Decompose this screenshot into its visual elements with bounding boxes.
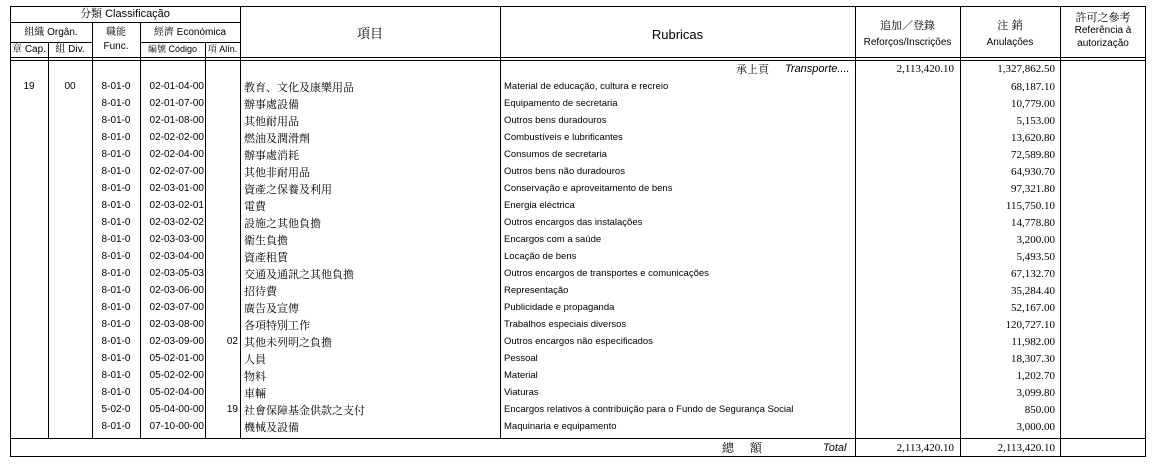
cell-codigo: 05-02-04-00 bbox=[149, 387, 204, 398]
cell-rubrica: Maquinaria e equipamento bbox=[504, 421, 617, 432]
cell-anulacoes: 72,589.80 bbox=[1011, 149, 1055, 161]
cell-rubrica: Outros bens não duradouros bbox=[504, 166, 625, 177]
cell-anulacoes: 64,930.70 bbox=[1011, 166, 1055, 178]
rule-header-double bbox=[10, 60, 1146, 61]
cell-alin: 02 bbox=[226, 336, 238, 347]
cell-rubrica: Material bbox=[504, 370, 538, 381]
header-anulacoes-zh: 注 銷 bbox=[997, 19, 1023, 32]
cell-codigo: 02-03-04-00 bbox=[149, 251, 204, 262]
cell-anulacoes: 5,493.50 bbox=[1016, 251, 1055, 263]
cell-codigo: 02-02-07-00 bbox=[149, 166, 204, 177]
cell-anulacoes: 68,187.10 bbox=[1011, 81, 1055, 93]
rule-economica bbox=[140, 42, 240, 43]
col-classif-items bbox=[240, 6, 241, 439]
border-right bbox=[1145, 6, 1146, 457]
cell-rubrica: Outros encargos não especificados bbox=[504, 336, 653, 347]
cell-func: 8-01-0 bbox=[101, 132, 131, 143]
cell-func: 8-01-0 bbox=[101, 115, 131, 126]
cell-func: 8-01-0 bbox=[101, 319, 131, 330]
cell-codigo: 02-01-04-00 bbox=[149, 81, 204, 92]
cell-func: 8-01-0 bbox=[101, 285, 131, 296]
cell-anulacoes: 97,321.80 bbox=[1011, 183, 1055, 195]
cell-codigo: 02-03-02-01 bbox=[149, 200, 204, 211]
cell-codigo: 02-03-02-02 bbox=[149, 217, 204, 228]
cell-func: 8-01-0 bbox=[101, 81, 131, 92]
transport-label: Transporte.... bbox=[785, 63, 850, 75]
col-cap-div bbox=[48, 42, 49, 439]
cell-anulacoes: 14,778.80 bbox=[1011, 217, 1055, 229]
rule-total-top bbox=[10, 438, 1146, 439]
cell-div: 00 bbox=[64, 81, 76, 92]
header-codigo: 編號 Código bbox=[147, 44, 198, 54]
cell-anulacoes: 5,153.00 bbox=[1016, 115, 1055, 127]
cell-item: 資產租賃 bbox=[244, 251, 288, 264]
cell-func: 8-01-0 bbox=[101, 98, 131, 109]
cell-item: 辦事處設備 bbox=[244, 98, 299, 111]
cell-rubrica: Trabalhos especiais diversos bbox=[504, 319, 627, 330]
cell-func: 8-01-0 bbox=[101, 387, 131, 398]
rule-header-bottom bbox=[10, 57, 1146, 58]
cell-rubrica: Consumos de secretaria bbox=[504, 149, 607, 160]
cell-codigo: 05-02-02-00 bbox=[149, 370, 204, 381]
cell-rubrica: Outros encargos de transportes e comunicações bbox=[504, 268, 709, 279]
cell-func: 8-01-0 bbox=[101, 149, 131, 160]
cell-item: 教育、文化及康樂用品 bbox=[244, 81, 354, 94]
cell-anulacoes: 850.00 bbox=[1024, 404, 1055, 416]
border-bottom bbox=[10, 456, 1146, 457]
cell-codigo: 02-03-08-00 bbox=[149, 319, 204, 330]
total-label-zh: 總 額 bbox=[722, 441, 768, 455]
cell-alin: 19 bbox=[226, 404, 238, 415]
cell-func: 8-01-0 bbox=[101, 234, 131, 245]
cell-func: 5-02-0 bbox=[101, 404, 131, 415]
cell-codigo: 02-03-03-00 bbox=[149, 234, 204, 245]
header-rubricas: Rubricas bbox=[651, 27, 704, 42]
header-ref-pt1: Referência à bbox=[1074, 25, 1132, 36]
cell-rubrica: Encargos relativos à contribuição para o Fundo de Segurança Social bbox=[504, 404, 794, 415]
cell-codigo: 02-03-01-00 bbox=[149, 183, 204, 194]
cell-func: 8-01-0 bbox=[101, 370, 131, 381]
cell-func: 8-01-0 bbox=[101, 353, 131, 364]
cell-func: 8-01-0 bbox=[101, 166, 131, 177]
transport-reforcos: 2,113,420.10 bbox=[896, 63, 954, 75]
transport-label-zh: 承上頁 bbox=[736, 63, 769, 76]
header-organica: 組織 Orgân. bbox=[24, 27, 78, 38]
col-rubricas-reforcos bbox=[855, 6, 856, 457]
header-func-zh: 職能 bbox=[106, 27, 126, 38]
cell-func: 8-01-0 bbox=[101, 251, 131, 262]
cell-item: 機械及設備 bbox=[244, 421, 299, 434]
col-anulacoes-ref bbox=[1060, 6, 1061, 457]
cell-item: 資產之保養及利用 bbox=[244, 183, 332, 196]
cell-anulacoes: 35,284.40 bbox=[1011, 285, 1055, 297]
total-reforcos: 2,113,420.10 bbox=[896, 442, 954, 454]
header-func: Func. bbox=[103, 41, 129, 52]
cell-rubrica: Publicidade e propaganda bbox=[504, 302, 615, 313]
cell-item: 廣告及宣傳 bbox=[244, 302, 299, 315]
cell-anulacoes: 3,200.00 bbox=[1016, 234, 1055, 246]
header-economica: 經濟 Económica bbox=[153, 27, 227, 38]
cell-func: 8-01-0 bbox=[101, 336, 131, 347]
cell-item: 社會保障基金供款之支付 bbox=[244, 404, 365, 417]
header-div: 組 Div. bbox=[55, 44, 85, 55]
cell-anulacoes: 3,000.00 bbox=[1016, 421, 1055, 433]
col-items-rubricas bbox=[500, 6, 501, 439]
cell-rubrica: Conservação e aproveitamento de bens bbox=[504, 183, 673, 194]
cell-rubrica: Locação de bens bbox=[504, 251, 577, 262]
cell-item: 人員 bbox=[244, 353, 266, 366]
cell-item: 電費 bbox=[244, 200, 266, 213]
cell-rubrica: Outros bens duradouros bbox=[504, 115, 607, 126]
cell-codigo: 02-03-07-00 bbox=[149, 302, 204, 313]
col-reforcos-anulacoes bbox=[960, 6, 961, 457]
cell-rubrica: Encargos com a saúde bbox=[504, 234, 602, 245]
cell-codigo: 02-03-06-00 bbox=[149, 285, 204, 296]
cell-anulacoes: 115,750.10 bbox=[1005, 200, 1055, 212]
header-items: 項目 bbox=[356, 27, 383, 42]
header-alin: 項 Alín. bbox=[207, 44, 238, 54]
cell-anulacoes: 52,167.00 bbox=[1011, 302, 1055, 314]
cell-item: 其他未列明之負擔 bbox=[244, 336, 332, 349]
header-anulacoes: Anulações bbox=[986, 37, 1034, 48]
cell-codigo: 02-01-08-00 bbox=[149, 115, 204, 126]
cell-anulacoes: 67,132.70 bbox=[1011, 268, 1055, 280]
cell-item: 車輛 bbox=[244, 387, 266, 400]
cell-item: 物料 bbox=[244, 370, 266, 383]
header-reforcos: Reforços/Inscrições bbox=[863, 37, 952, 48]
cell-item: 燃油及潤滑劑 bbox=[244, 132, 310, 145]
cell-codigo: 05-04-00-00 bbox=[149, 404, 204, 415]
cell-codigo: 05-02-01-00 bbox=[149, 353, 204, 364]
col-codigo-alin bbox=[205, 42, 206, 439]
cell-codigo: 02-03-05-03 bbox=[149, 268, 204, 279]
cell-rubrica: Material de educação, cultura e recreio bbox=[504, 81, 669, 92]
cell-func: 8-01-0 bbox=[101, 421, 131, 432]
cell-anulacoes: 18,307.30 bbox=[1011, 353, 1055, 365]
cell-rubrica: Combustíveis e lubrificantes bbox=[504, 132, 623, 143]
cell-rubrica: Energia eléctrica bbox=[504, 200, 575, 211]
cell-func: 8-01-0 bbox=[101, 217, 131, 228]
cell-rubrica: Representação bbox=[504, 285, 569, 296]
rule-organica bbox=[10, 42, 92, 43]
cell-rubrica: Viaturas bbox=[504, 387, 539, 398]
cell-func: 8-01-0 bbox=[101, 268, 131, 279]
header-classificacao: 分類 Classificação bbox=[80, 8, 170, 20]
cell-rubrica: Outros encargos das instalações bbox=[504, 217, 643, 228]
cell-codigo: 02-02-02-00 bbox=[149, 132, 204, 143]
cell-func: 8-01-0 bbox=[101, 183, 131, 194]
border-top bbox=[10, 6, 1146, 7]
cell-item: 衛生負擔 bbox=[244, 234, 288, 247]
transport-anulacoes: 1,327,862.50 bbox=[997, 63, 1055, 75]
cell-codigo: 07-10-00-00 bbox=[149, 421, 204, 432]
cell-func: 8-01-0 bbox=[101, 200, 131, 211]
header-reforcos-zh: 追加／登錄 bbox=[880, 19, 935, 32]
cell-codigo: 02-01-07-00 bbox=[149, 98, 204, 109]
cell-item: 辦事處消耗 bbox=[244, 149, 299, 162]
cell-anulacoes: 11,982.00 bbox=[1011, 336, 1055, 348]
cell-codigo: 02-02-04-00 bbox=[149, 149, 204, 160]
cell-anulacoes: 120,727.10 bbox=[1005, 319, 1055, 331]
cell-anulacoes: 13,620.80 bbox=[1011, 132, 1055, 144]
total-anulacoes: 2,113,420.10 bbox=[997, 442, 1055, 454]
rule-classificacao bbox=[10, 22, 240, 23]
cell-func: 8-01-0 bbox=[101, 302, 131, 313]
cell-cap: 19 bbox=[23, 81, 35, 92]
header-ref-pt2: autorização bbox=[1077, 38, 1129, 49]
cell-anulacoes: 10,779.00 bbox=[1011, 98, 1055, 110]
budget-table bbox=[10, 6, 1146, 457]
cell-rubrica: Equipamento de secretaria bbox=[504, 98, 618, 109]
header-ref-zh: 許可之參考 bbox=[1075, 11, 1131, 24]
cell-anulacoes: 3,099.80 bbox=[1016, 387, 1055, 399]
total-label: Total bbox=[823, 442, 847, 454]
header-cap: 章 Cap. bbox=[12, 44, 46, 55]
cell-rubrica: Pessoal bbox=[504, 353, 538, 364]
cell-item: 各項特別工作 bbox=[244, 319, 310, 332]
cell-item: 交通及通訊之其他負擔 bbox=[244, 268, 354, 281]
cell-codigo: 02-03-09-00 bbox=[149, 336, 204, 347]
cell-item: 設施之其他負擔 bbox=[244, 217, 321, 230]
cell-item: 招待費 bbox=[244, 285, 277, 298]
border-left bbox=[10, 6, 11, 457]
cell-item: 其他非耐用品 bbox=[244, 166, 310, 179]
cell-anulacoes: 1,202.70 bbox=[1016, 370, 1055, 382]
cell-item: 其他耐用品 bbox=[244, 115, 299, 128]
